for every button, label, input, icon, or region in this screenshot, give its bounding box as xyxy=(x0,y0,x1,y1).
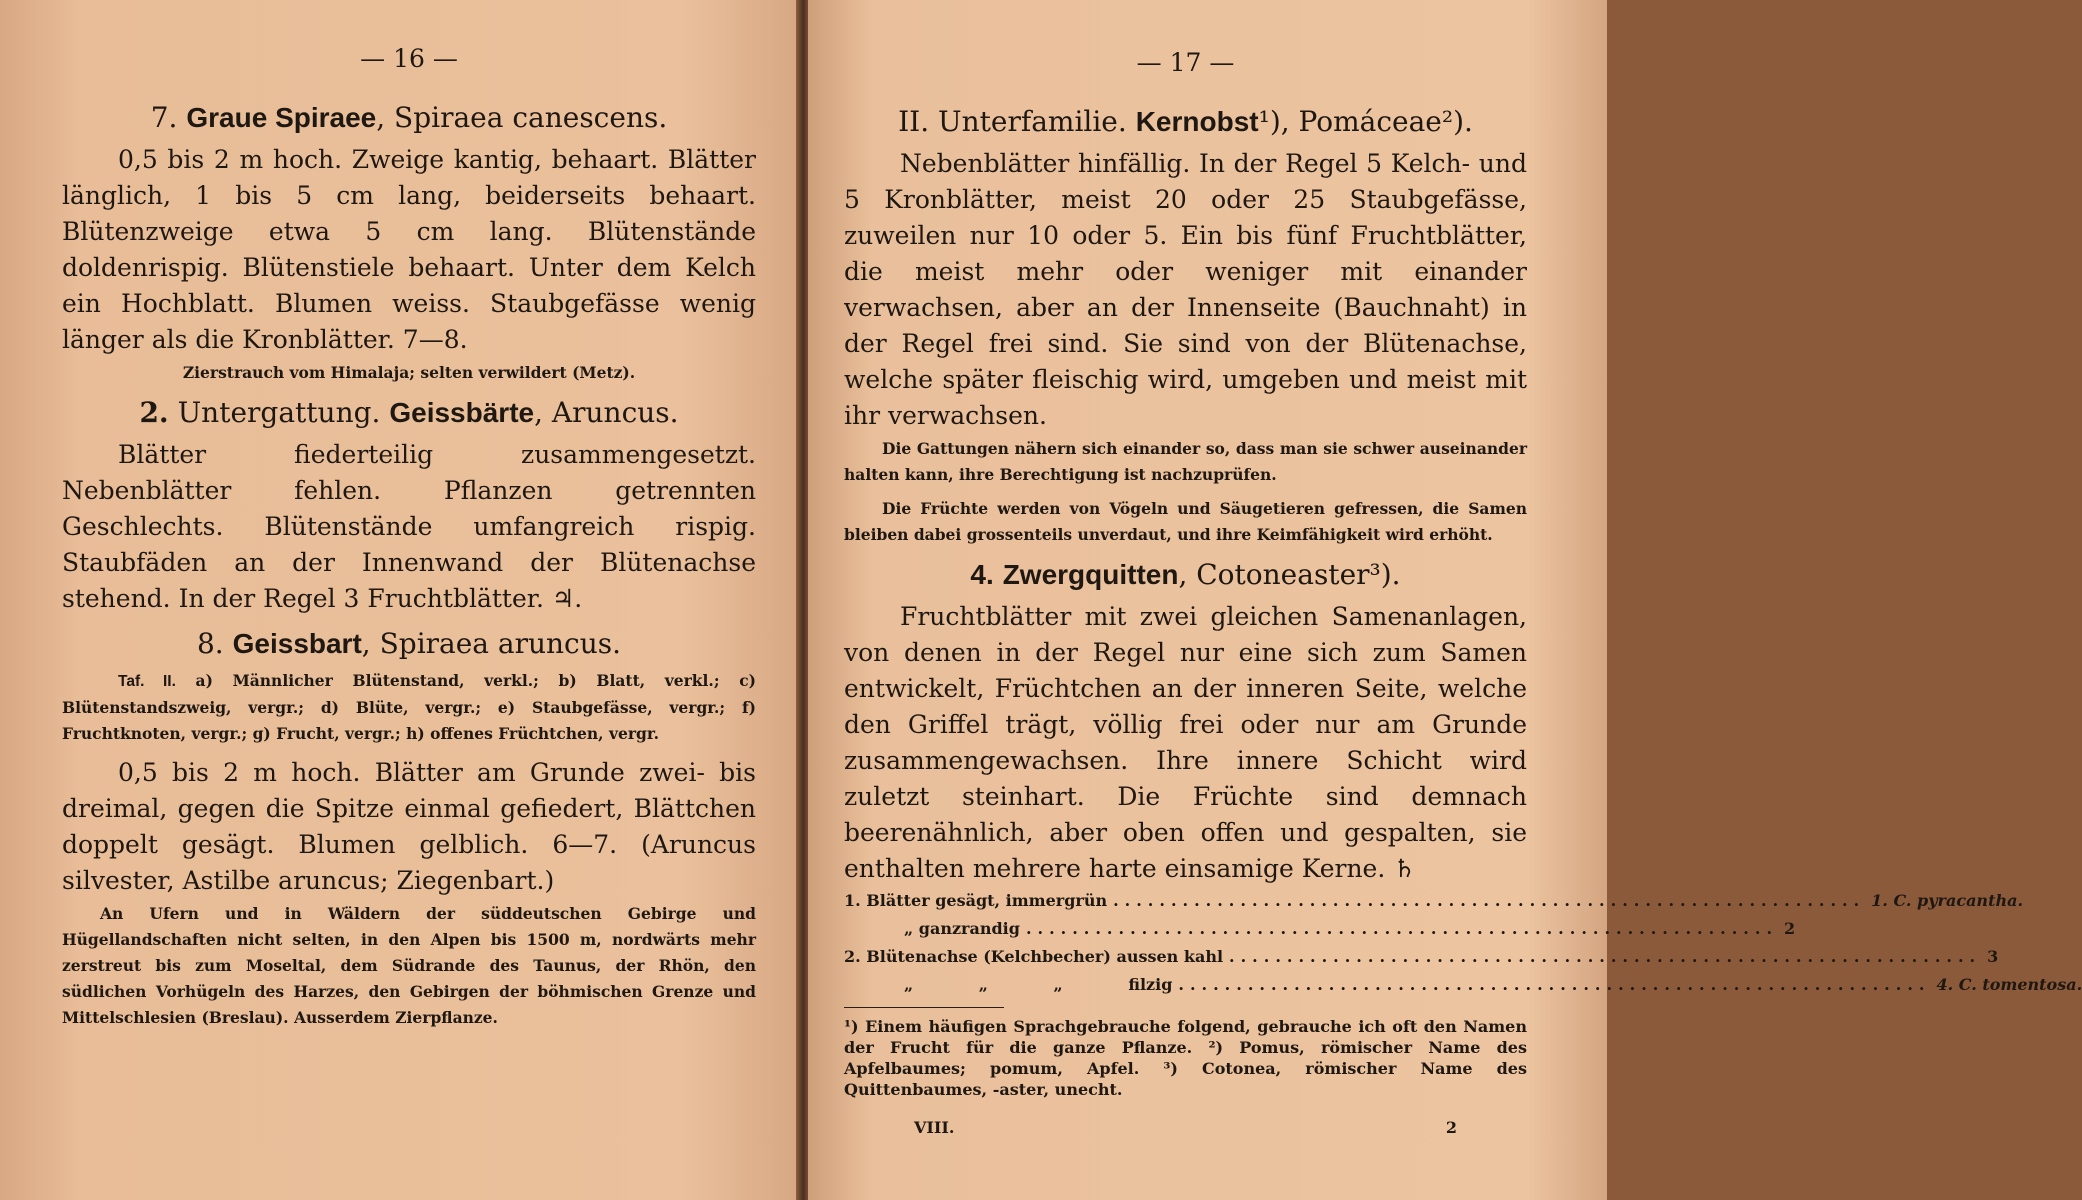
subgenus-heading xyxy=(62,396,756,429)
genus-number: 4. xyxy=(970,559,994,590)
species-8-plate-legend xyxy=(62,668,756,747)
key-label: „ ganzrandig xyxy=(904,919,1020,938)
subfamily-description: Nebenblätter hinfällig. In der Regel 5 Kelch- und 5 Kronblätter, meist 20 oder 25 Staubgefässe, zuweilen nur 10 oder 5. Ein bis fünf Fruchtblätter, die meist mehr oder weniger mit einander verwachsen, aber an der Innenseite (Bauchnaht) in der Regel frei sind. Sie sind von der Blütenachse, welche später fleischig wird, umgeben und meist mit ihr verwachsen. xyxy=(844,149,1527,430)
subfamily-prefix: II. Unterfamilie. xyxy=(898,105,1127,138)
genus-heading xyxy=(844,558,1527,591)
key-row: 1. Blätter gesägt, immergrün ................................................................. 1. C. pyracantha. xyxy=(844,887,1527,915)
footnotes: ¹) Einem häufigen Sprachgebrauche folgend, gebrauche ich oft den Namen der Frucht für die ganze Pflanze. ²) Pomus, römischer Name des Apfelbaumes; pomum, Apfel. ³) Cotonea, römischer Name des Quittenbaumes, -aster, unecht. xyxy=(844,1017,1527,1099)
subgenus-number: 2. xyxy=(139,396,169,429)
signature-mark: VIII. xyxy=(914,1118,955,1137)
species-8-heading xyxy=(62,627,756,660)
subgenus-description: Blätter fiederteilig zusammengesetzt. Nebenblätter fehlen. Pflanzen getrennten Geschlechts. Blütenstände umfangreich rispig. Staubfäden an der Innenwand der Blütenachse stehend. In der Regel 3 Fruchtblätter. ♃. xyxy=(62,440,756,613)
subfamily-note-1: Die Gattungen nähern sich einander so, dass man sie schwer auseinander halten kann, ihre Berechtigung ist nachzuprüfen. xyxy=(844,439,1527,484)
species-8-note: An Ufern und in Wäldern der süddeutschen Gebirge und Hügellandschaften nicht selten, in den Alpen bis 1500 m, nordwärts mehr zerstreut bis zum Moseltal, dem Südrande des Taunus, der Rhön, den südlichen Vorhügeln des Harzes, den Gebirgen der böhmischen Grenze und Mittelschlesien (Breslau). Ausserdem Zierpflanze. xyxy=(62,904,756,1027)
identification-key xyxy=(844,887,2082,999)
key-result: 1. C. pyracantha. xyxy=(1871,891,2024,910)
species-8-number: 8. xyxy=(196,627,224,660)
subgenus-latin: , Aruncus. xyxy=(534,396,679,429)
key-label: „ „ „ filzig xyxy=(904,975,1173,994)
key-result: 2 xyxy=(1784,919,1796,938)
plate-legend-text: a) Männlicher Blütenstand, verkl.; b) Blatt, verkl.; c) Blütenstandszweig, vergr.; d) Blüte, vergr.; e) Staubgefässe, vergr.; f) Fruchtknoten, vergr.; g) Frucht, vergr.; h) offenes Früchtchen, vergr. xyxy=(62,671,756,743)
right-page xyxy=(808,0,2082,1200)
species-7-description: 0,5 bis 2 m hoch. Zweige kantig, behaart. Blätter länglich, 1 bis 5 cm lang, beiderseits behaart. Blütenzweige etwa 5 cm lang. Blütenstände doldenrispig. Blütenstiele behaart. Unter dem Kelch ein Hochblatt. Blumen weiss. Staubgefässe wenig länger als die Kronblätter. 7—8. xyxy=(62,145,756,354)
key-row: „ ganzrandig ................................................................. 2 xyxy=(844,915,1527,943)
plate-reference: Taf. II. xyxy=(118,673,176,690)
species-7-latin: , Spiraea canescens. xyxy=(376,101,668,134)
key-result: 4. C. tomentosa. xyxy=(1936,975,2082,994)
genus-latin: , Cotoneaster³). xyxy=(1178,558,1401,591)
species-7-heading xyxy=(62,101,756,134)
left-page xyxy=(0,0,800,1200)
species-8-latin: , Spiraea aruncus. xyxy=(361,627,622,660)
subfamily-heading xyxy=(844,105,1527,138)
key-row: 2. Blütenachse (Kelchbecher) aussen kahl ................................................................. 3 xyxy=(844,943,1527,971)
key-result: 3 xyxy=(1987,947,1999,966)
species-7-name: Graue Spiraee xyxy=(186,102,377,133)
page-number-left: — 16 — xyxy=(360,44,458,73)
key-row: „ „ „ filzig ................................................................. 4. C. tomentosa. xyxy=(844,971,1527,999)
species-7-number: 7. xyxy=(150,101,178,134)
subfamily-suffix: ¹), Pomáceae²). xyxy=(1258,105,1473,138)
species-7-note: Zierstrauch vom Himalaja; selten verwildert (Metz). xyxy=(182,363,636,382)
subfamily-name: Kernobst xyxy=(1135,106,1259,137)
subgenus-name: Geissbärte xyxy=(389,397,535,428)
genus-description: Fruchtblätter mit zwei gleichen Samenanlagen, von denen in der Regel nur eine sich zum Samen entwickelt, Früchtchen an der inneren Seite, welche den Griffel trägt, völlig frei oder nur am Grunde zusammengewachsen. Ihre innere Schicht wird zuletzt steinhart. Die Früchte sind demnach beerenähnlich, aber oben offen und gespalten, sie enthalten mehrere harte einsamige Kerne. ♄ xyxy=(844,602,1527,883)
subfamily-note-2: Die Früchte werden von Vögeln und Säugetieren gefressen, die Samen bleiben dabei grossenteils unverdaut, und ihre Keimfähigkeit wird erhöht. xyxy=(844,499,1527,544)
key-label: 2. Blütenachse (Kelchbecher) aussen kahl xyxy=(844,947,1224,966)
species-8-description: 0,5 bis 2 m hoch. Blätter am Grunde zwei- bis dreimal, gegen die Spitze einmal gefiedert, Blättchen doppelt gesägt. Blumen gelblich. 6—7. (Aruncus silvester, Astilbe aruncus; Ziegenbart.) xyxy=(62,758,756,895)
key-label: 1. Blätter gesägt, immergrün xyxy=(844,891,1108,910)
page-number-right: — 17 — xyxy=(1136,48,1235,77)
genus-name: Zwergquitten xyxy=(1002,559,1179,590)
signature-line xyxy=(844,1118,1527,1137)
species-8-name: Geissbart xyxy=(232,628,362,659)
footnote-rule xyxy=(844,1007,1004,1008)
signature-number: 2 xyxy=(1445,1118,1457,1137)
subgenus-prefix: Untergattung. xyxy=(177,396,381,429)
